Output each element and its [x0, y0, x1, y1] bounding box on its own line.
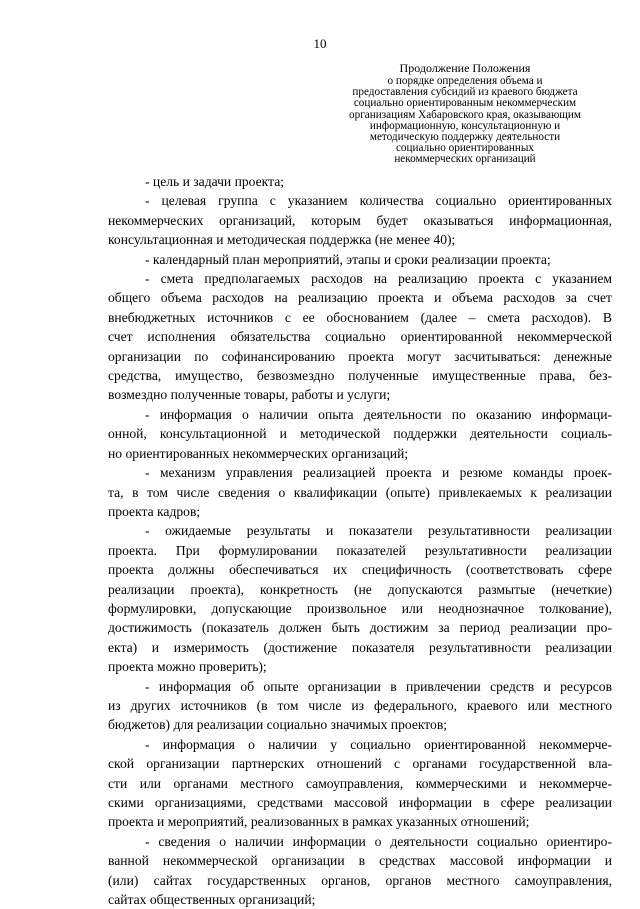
- text-line: - механизм управления реализацией проекта и резюме команды проек-: [145, 465, 612, 481]
- list-item: [108, 269, 612, 405]
- text-line: сти или органами местного самоуправления, коммерческими и некоммерче-: [108, 775, 612, 791]
- text-line: ской организации партнерских отношений с органами государственной вла-: [108, 756, 612, 772]
- text-line: проекта и мероприятий, реализованных в рамках указанных отношений;: [108, 814, 530, 830]
- text-line: - информация о наличии опыта деятельности по оказанию информаци-: [145, 406, 612, 422]
- appendix-header-line: о порядке определения объема и: [387, 75, 543, 87]
- text-line: проекта должны обеспечиваться их специфичность (соответствовать сфере: [108, 562, 612, 578]
- list-item: [108, 677, 612, 735]
- text-line: внебюджетных источников с ее обоснованием (далее – смета расходов). В: [108, 309, 612, 325]
- appendix-header: [318, 62, 612, 166]
- text-line: достижимость (показатель должен быть достижим за период реализации про-: [108, 620, 612, 636]
- appendix-header-line: методическую поддержку деятельности: [369, 131, 561, 144]
- text-line: - календарный план мероприятий, этапы и сроки реализации проекта;: [145, 251, 551, 267]
- text-line: счет исполнения обязательства социально ориентированной некоммерческой: [108, 329, 612, 345]
- text-line: - сведения о наличии информации о деятельности социально ориентиро-: [145, 833, 612, 849]
- page-number: 10: [313, 36, 327, 51]
- text-line: организации по софинансированию проекта могут засчитываться: денежные: [108, 348, 612, 364]
- appendix-title: Продолжение Положения: [399, 61, 531, 75]
- text-line: консультационная и методическая поддержка (не менее 40);: [108, 232, 456, 248]
- text-line: из других источников (в том числе из федерального, краевого или местного: [108, 697, 612, 713]
- text-line: ванной некоммерческой организации в средствах массовой информации и: [108, 853, 612, 869]
- appendix-header-line: некоммерческих организаций: [394, 153, 536, 166]
- text-line: некоммерческих организаций, которым будет оказываться информационная,: [108, 212, 612, 228]
- appendix-header-line: предоставления субсидий из краевого бюджета: [352, 86, 578, 99]
- text-line: формулировки, допускающие произвольное или неоднозначное толкование),: [108, 600, 612, 616]
- appendix-header-line: социально ориентированным некоммерческим: [353, 97, 577, 110]
- text-line: - смета предполагаемых расходов на реализацию проекта с указанием: [145, 271, 612, 287]
- text-line: общего объема расходов на реализацию проекта и объема расходов за счет: [108, 290, 612, 306]
- list-item: [108, 521, 612, 676]
- list-item: [108, 405, 612, 463]
- text-line: бюджетов) для реализации социально значимых проектов;: [108, 717, 448, 733]
- document-body: [108, 172, 612, 909]
- list-item: [108, 191, 612, 249]
- text-line: - ожидаемые результаты и показатели результативности реализации: [145, 523, 612, 539]
- list-item: [108, 172, 612, 191]
- text-line: скими организациями, средствами массовой информации в сфере реализации: [108, 795, 612, 810]
- appendix-header-line: организациям Хабаровского края, оказывающим: [349, 108, 581, 121]
- text-line: возмездно полученные товары, работы и услуги;: [108, 387, 391, 403]
- text-line: онной, консультационной и методической поддержки деятельности социаль-: [108, 426, 612, 442]
- text-line: но ориентированных некоммерческих организаций;: [108, 445, 409, 461]
- list-item: [108, 832, 612, 909]
- text-line: - информация о наличии у социально ориентированной некоммерче-: [145, 736, 612, 752]
- text-line: проекта кадров;: [108, 503, 201, 519]
- text-line: реализации проекта), конкретность (не допускаются размытые (нечеткие): [108, 581, 612, 597]
- list-item: [108, 250, 612, 269]
- text-line: - информация об опыте организации в привлечении средств и ресурсов: [145, 678, 612, 694]
- appendix-header-line: социально ориентированных: [395, 142, 535, 155]
- text-line: та, в том числе сведения о квалификации (опыте) привлекаемых к реализации: [108, 484, 612, 500]
- text-line: сайтах общественных организаций;: [108, 892, 316, 908]
- text-line: (или) сайтах государственных органов, органов местного самоуправления,: [108, 872, 612, 888]
- appendix-header-line: информационную, консультационную и: [369, 119, 561, 132]
- text-line: - целевая группа с указанием количества социально ориентированных: [145, 193, 612, 209]
- list-item: [108, 735, 612, 832]
- text-line: екта) и измеримость (достижение показателя результативности реализации: [108, 639, 612, 655]
- list-item: [108, 463, 612, 521]
- text-line: - цель и задачи проекта;: [145, 174, 285, 189]
- text-line: проекта можно проверить);: [108, 659, 267, 675]
- text-line: проекта. При формулировании показателей результативности реализации: [108, 542, 612, 558]
- text-line: средства, имущество, безвозмездно полученные имущественные права, без-: [108, 368, 612, 384]
